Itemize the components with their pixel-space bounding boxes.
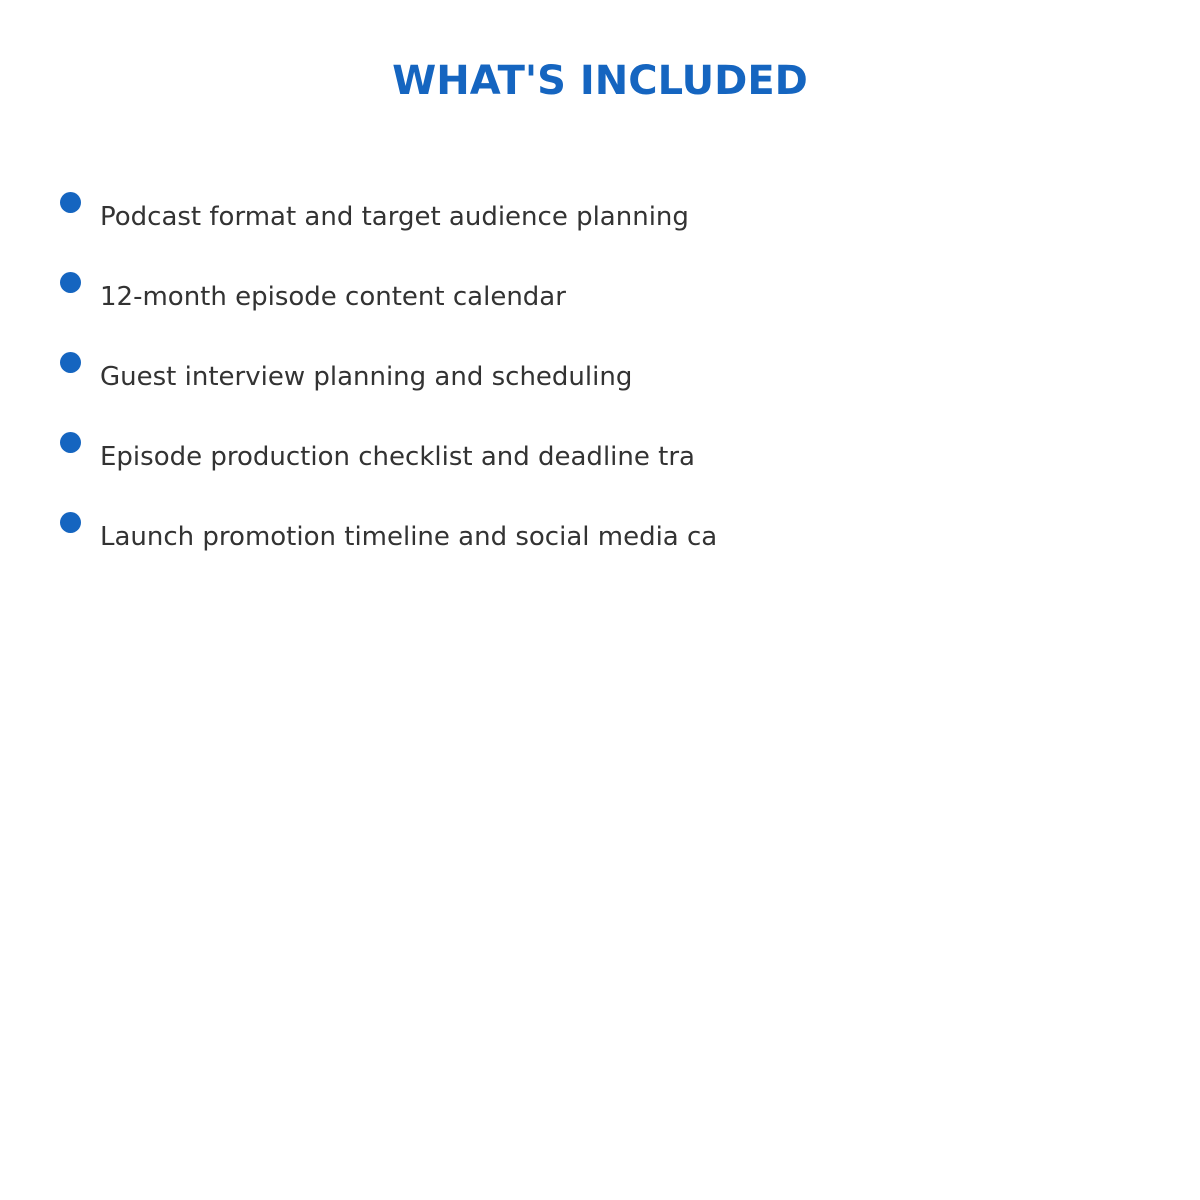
list-item xyxy=(0,432,1200,492)
list-item xyxy=(0,352,1200,412)
bullet-dot-icon xyxy=(60,192,81,213)
list-item xyxy=(0,512,1200,572)
list-item-text: Episode production checklist and deadline tra xyxy=(100,442,695,472)
list-item xyxy=(0,272,1200,332)
bullet-dot-icon xyxy=(60,272,81,293)
list-item-text: Guest interview planning and scheduling xyxy=(100,362,633,392)
bullet-dot-icon xyxy=(60,432,81,453)
list-item xyxy=(0,192,1200,252)
list-item-text: Launch promotion timeline and social media ca xyxy=(100,522,718,552)
list-item-text: Podcast format and target audience planning xyxy=(100,202,689,232)
bullet-dot-icon xyxy=(60,512,81,533)
bullet-dot-icon xyxy=(60,352,81,373)
page-title: WHAT'S INCLUDED xyxy=(392,58,808,104)
list-item-text: 12-month episode content calendar xyxy=(100,282,566,312)
